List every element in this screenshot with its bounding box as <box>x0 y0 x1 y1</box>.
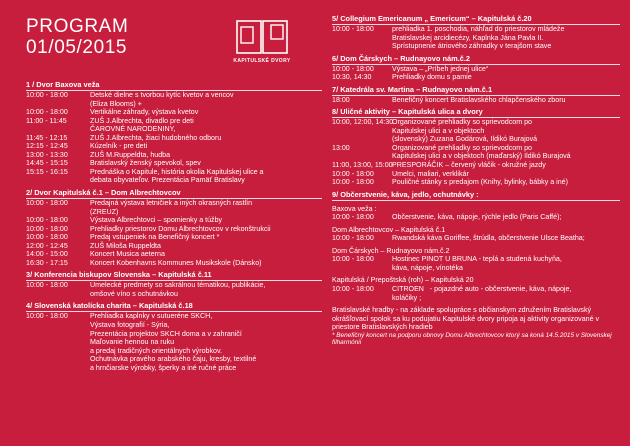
venue-label: Kapitulská / Prepoštská (roh) – Kapitulská 20 <box>332 276 474 285</box>
event-description: Organizované prehliadky so sprievodcom po Kapitulskej ulici a v objektoch (slovenský) Zuzana Godárová, Ildikó Burajová <box>392 118 538 144</box>
schedule-row <box>332 118 620 144</box>
event-description: Koncert Musica aeterna <box>90 250 165 259</box>
kapitulske-dvory-logo <box>224 20 300 70</box>
event-time: 10:00 - 18:00 <box>332 25 374 33</box>
schedule-row <box>332 144 620 161</box>
event-time: 10:00 - 18:00 <box>332 255 374 264</box>
event-description: CITROEN - pojazdné auto - občerstvenie, káva, nápoje, koláčiky ; <box>392 285 572 302</box>
program-section <box>332 85 620 105</box>
event-description: ZUŠ Miloša Ruppeldta <box>90 241 161 250</box>
schedule-row <box>26 225 322 234</box>
event-time: 18:00 <box>332 95 350 104</box>
venue-label: Dom Albrechtovcov – Kapitulská č.1 <box>332 225 446 234</box>
venue-label: Baxova veža : <box>332 204 377 213</box>
event-time: 10:00 - 18:00 <box>332 234 374 243</box>
event-description: PRESPORÁČIK – červený vláčik - okružné jazdy <box>392 161 546 170</box>
concert-footnote: * Benefičný koncert na podporu obnovy Domu Albrechtovcov ktorý sa koná 14.5.2015 v Slovenskej filharmónii <box>332 331 612 347</box>
program-section <box>26 80 322 185</box>
section-heading: 8/ Uličné aktivity – Kapitulská ulica a dvory <box>332 107 620 118</box>
schedule-row <box>26 91 322 108</box>
event-time: 10:00 - 18:00 <box>26 233 68 242</box>
schedule-row <box>26 233 322 242</box>
program-section <box>332 107 620 186</box>
schedule-row <box>26 134 322 143</box>
section-heading: 1 / Dvor Baxova veža <box>26 80 322 91</box>
schedule-row <box>26 281 322 298</box>
program-section <box>332 190 620 302</box>
event-description: Predajná výstava letničiek a iných okrasných rastlín (ZREUZ) <box>90 199 253 216</box>
schedule-row <box>332 96 620 105</box>
program-section <box>332 14 620 51</box>
event-time: 10:00 - 18:00 <box>26 281 68 290</box>
schedule-row <box>26 108 322 117</box>
event-time: 10:00, 12:00, 14:30 <box>332 118 394 127</box>
schedule-row <box>332 178 620 187</box>
section-heading: 3/ Konferencia biskupov Slovenska – Kapitulská č.11 <box>26 270 322 281</box>
schedule-row <box>26 242 322 251</box>
program-title <box>26 16 128 58</box>
event-time: 16:30 - 17:15 <box>26 258 68 267</box>
event-time: 10:00 - 18:00 <box>26 216 68 225</box>
event-description: Prednáška o Kapitule, história okolia Kapitulskej ulice a debata obyvateľov. Prezentácia Pamäť Bratislavy <box>90 167 264 185</box>
schedule-row <box>332 65 620 74</box>
event-description: ZUŠ J.Albrechta, divadlo pre deti ČAROVNÉ NARODENINY, <box>90 116 194 134</box>
section-heading: 9/ Občerstvenie, káva, jedlo, ochutnávky : <box>332 190 620 201</box>
right-column <box>332 14 620 347</box>
event-description: Výstava Albrechtovci – spomienky a túžby <box>90 216 223 225</box>
section-heading: 2/ Dvor Kapitulská č.1 – Dom Albrechtovcov <box>26 188 322 199</box>
event-description: Rwandská káva Goriffee, štrúdla, občerstvenie Ulsce Beatha; <box>392 234 585 243</box>
event-time: 14:45 - 15:15 <box>26 159 68 168</box>
schedule-row <box>26 142 322 151</box>
schedule-row <box>26 312 322 372</box>
event-time: 10:00 - 18:00 <box>332 213 374 222</box>
right-sections <box>332 14 620 302</box>
schedule-row <box>26 117 322 134</box>
schedule-row <box>332 255 620 272</box>
event-description: Výstava – „Príbeh jednej ulice“ <box>392 64 489 73</box>
event-description: Prehliadky domu s pamie <box>392 73 472 82</box>
schedule-row <box>26 151 322 160</box>
title-date: 01/05/2015 <box>26 37 128 58</box>
event-description: prehliadka 1. poschodia, náhľad do priestorov mládeže Bratislavskej arcidiecézy, Kaplnka Jána Pavla II. Sprístupnenie átriového záhradky v terajšom stave <box>392 25 565 51</box>
event-description: Detské dielne s tvorbou kytíc kvetov a vencov (Eliza Blooms) + <box>90 91 234 108</box>
program-section <box>332 54 620 82</box>
event-description: Hostinec PINOT U BRUNA - teplá a studená kuchyňa, káva, nápoje, vínotéka <box>392 255 562 272</box>
event-time: 10:00 - 18:00 <box>332 64 374 73</box>
schedule-row <box>26 259 322 268</box>
title-program: PROGRAM <box>26 16 129 37</box>
event-description: Prehliadka kaplnky v sutueréne SKCH, Výstava fotografií - Sýria, Prezentácia projektov SKCH doma a v zahraničí Maľovanie hennou na ruku a predaj tradičných orientálnych výrobkov. Ochutnávka pravého arabského čaju, kresby, textilné a hrnčiarske výrobky, šperky a iné ručné práce <box>90 312 257 372</box>
event-description: Predaj vstupeniek na Benefičný koncert * <box>90 233 220 242</box>
event-description: Umelci, maliari, verklikár <box>392 169 469 178</box>
section-heading: 6/ Dom Čárskych – Rudnayovo nám.č.2 <box>332 54 620 65</box>
program-section <box>26 188 322 267</box>
schedule-row <box>26 199 322 216</box>
event-time: 10:00 - 18:00 <box>332 169 374 178</box>
event-time: 10:00 - 18:00 <box>332 178 374 187</box>
event-description: Občerstvenie, káva, nápoje, rýchle jedlo (Paris Caffé); <box>392 213 562 222</box>
section-heading: 7/ Katedrála sv. Martina – Rudnayovo nám.č.1 <box>332 85 620 96</box>
schedule-row <box>332 285 620 302</box>
hradby-paragraph: Bratislavské hradby - na základe spolupráce s občianskym združením Bratislavský okrášľovací spolok sa ku podujatiu Kapitulské dvory pripoja aj aktivity organizované v priestore Bratislavských hradieb <box>332 306 600 332</box>
event-time: 10:30, 14:30 <box>332 73 372 82</box>
section-heading: 5/ Collegium Emericanum „ Emericum“ – Kapitulská č.20 <box>332 14 620 25</box>
logo-boxes-icon <box>236 20 288 54</box>
event-time: 11:45 - 12:15 <box>26 133 68 142</box>
event-time: 12:15 - 12:45 <box>26 142 68 151</box>
event-time: 10:00 - 18:00 <box>26 91 68 99</box>
event-time: 10:00 - 18:00 <box>26 108 68 117</box>
section-heading: 4/ Slovenská katolícka charita – Kapitulská č.18 <box>26 301 322 312</box>
event-time: 14:00 - 15:00 <box>26 250 68 259</box>
event-description: Prehliadky priestorov Domu Albrechtovcov v rekonštrukcii <box>90 224 271 233</box>
schedule-row <box>332 161 620 170</box>
event-description: Koncert Kobenhavns Kommunes Musikskole (Dánsko) <box>90 258 262 267</box>
event-time: 13:00 <box>332 143 350 152</box>
event-description: Bratislavský ženský spevokol, spev <box>90 159 201 168</box>
schedule-row <box>332 234 620 243</box>
logo-caption: KAPITULSKÉ DVORY <box>233 58 291 64</box>
schedule-row <box>332 73 620 82</box>
event-time: 13:00 - 13:30 <box>26 150 68 159</box>
event-description: Pouličné stánky s predajom (Knihy, bylinky, bábky a iné) <box>392 178 568 187</box>
event-time: 10:00 - 18:00 <box>26 199 68 208</box>
event-description: Umelecké predmety so sakrálnou tématikou, publikácie, omšové víno s ochutnávkou <box>90 281 266 298</box>
event-description: Benefičný koncert Bratislavského chlapčenského zboru <box>392 95 566 104</box>
event-description: ZUŠ J.Albrechta, žiaci hudobného odboru <box>90 133 222 142</box>
venue-label: Dom Čárskych – Rudnayovo nám.č.2 <box>332 246 450 255</box>
event-description: ZUŠ M.Ruppeldta, hudba <box>90 150 171 159</box>
schedule-row <box>26 216 322 225</box>
schedule-row <box>332 25 620 51</box>
event-time: 10:00 - 18:00 <box>26 312 68 321</box>
schedule-row <box>332 170 620 179</box>
schedule-row <box>26 159 322 168</box>
schedule-row <box>332 213 620 222</box>
event-time: 12:00 - 12:45 <box>26 241 68 250</box>
program-section <box>26 301 322 372</box>
program-section <box>26 270 322 298</box>
left-column <box>26 80 322 375</box>
schedule-row <box>26 168 322 185</box>
event-time: 11:00, 13:00, 15:00 <box>332 161 393 170</box>
event-time: 15:15 - 16:15 <box>26 167 68 176</box>
event-description: Vertikálne záhrady, výstava kvetov <box>90 108 199 117</box>
event-time: 10:00 - 18:00 <box>332 285 374 294</box>
event-time: 10:00 - 18:00 <box>26 224 68 233</box>
event-time: 11:00 - 11:45 <box>26 116 67 125</box>
event-description: Organizované prehliadky so sprievodcom po Kapitulskej ulici a v objektoch (maďarský) Ildikó Burajová <box>392 143 571 161</box>
schedule-row <box>26 250 322 259</box>
event-description: Kúzelník - pre deti <box>90 142 148 151</box>
